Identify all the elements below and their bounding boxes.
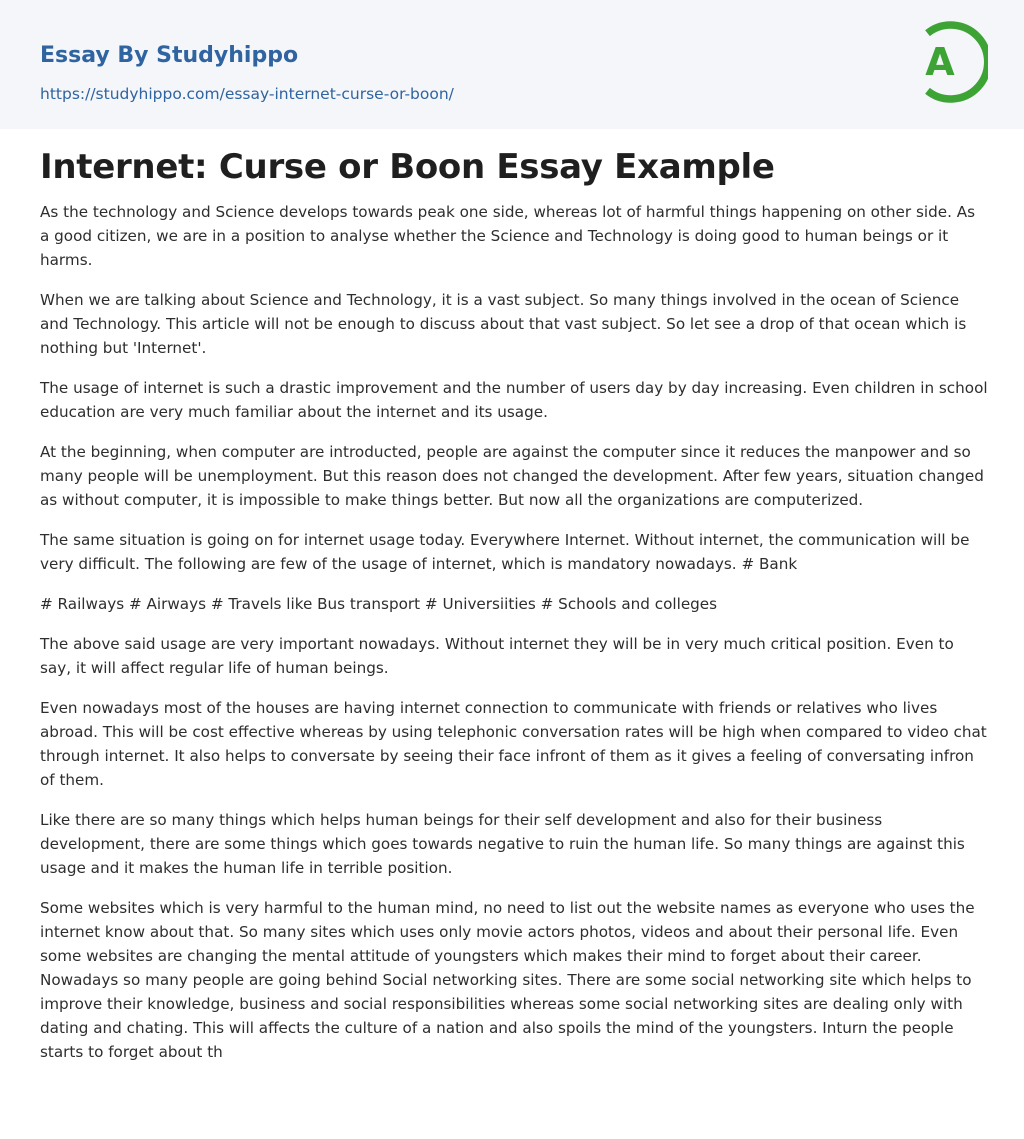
- essay-paragraph: # Railways # Airways # Travels like Bus transport # Universiities # Schools and colleges: [40, 595, 718, 613]
- essay-title: Internet: Curse or Boon Essay Example: [40, 147, 775, 187]
- essay-paragraph: Even nowadays most of the houses are having internet connection to communicate with friends or relatives who lives abroad. This will be cost effective whereas by using telephonic conversation rates will be high when compared to video chat through internet. It also helps to conversate by seeing their face infront of them as it gives a feeling of conversating infron of them.: [40, 699, 987, 789]
- essay-paragraph: Some websites which is very harmful to the human mind, no need to list out the website names as everyone who uses the internet know about that. So many sites which uses only movie actors photos, videos and about their personal life. Even some websites are changing the mental attitude of youngsters which makes their mind to forget about their career. Nowadays so many people are going behind Social networking sites. There are some social networking site which helps to improve their knowledge, business and social responsibilities whereas some social networking sites are dealing only with dating and chating. This will affects the culture of a nation and also spoils the mind of the youngsters. Inturn the people starts to forget about th: [40, 899, 975, 1061]
- essay-paragraph: The usage of internet is such a drastic improvement and the number of users day by day increasing. Even children in school education are very much familiar about the internet and its usage.: [40, 379, 988, 421]
- source-url-link[interactable]: https://studyhippo.com/essay-internet-curse-or-boon/: [40, 85, 454, 103]
- essay-paragraph: When we are talking about Science and Technology, it is a vast subject. So many things involved in the ocean of Science and Technology. This article will not be enough to discuss about that vast subject. So let see a drop of that ocean which is nothing but 'Internet'.: [40, 291, 967, 357]
- essay-paragraph: As the technology and Science develops towards peak one side, whereas lot of harmful things happening on other side. As a good citizen, we are in a position to analyse whether the Science and Technology is doing good to human beings or it harms.: [40, 203, 976, 269]
- essay-paragraph: The above said usage are very important nowadays. Without internet they will be in very much critical position. Even to say, it will affect regular life of human beings.: [40, 635, 954, 677]
- logo-letter: A: [925, 40, 955, 84]
- essay-paragraph: The same situation is going on for internet usage today. Everywhere Internet. Without internet, the communication will be very difficult. The following are few of the usage of internet, which is mandatory nowadays. # Bank: [40, 531, 970, 573]
- essay-content: [40, 140, 988, 1080]
- page-header: [0, 0, 1024, 129]
- essay-paragraph: At the beginning, when computer are introducted, people are against the computer since it reduces the manpower and so many people will be unemployment. But this reason does not changed the development. After few years, situation changed as without computer, it is impossible to make things better. But now all the organizations are computerized.: [40, 443, 984, 509]
- essay-paragraph: Like there are so many things which helps human beings for their self development and also for their business development, there are some things which goes towards negative to ruin the human life. So many things are against this usage and it makes the human life in terrible position.: [40, 811, 965, 877]
- studyhippo-a-logo-icon[interactable]: [912, 18, 988, 106]
- brand-title: Essay By Studyhippo: [40, 43, 299, 68]
